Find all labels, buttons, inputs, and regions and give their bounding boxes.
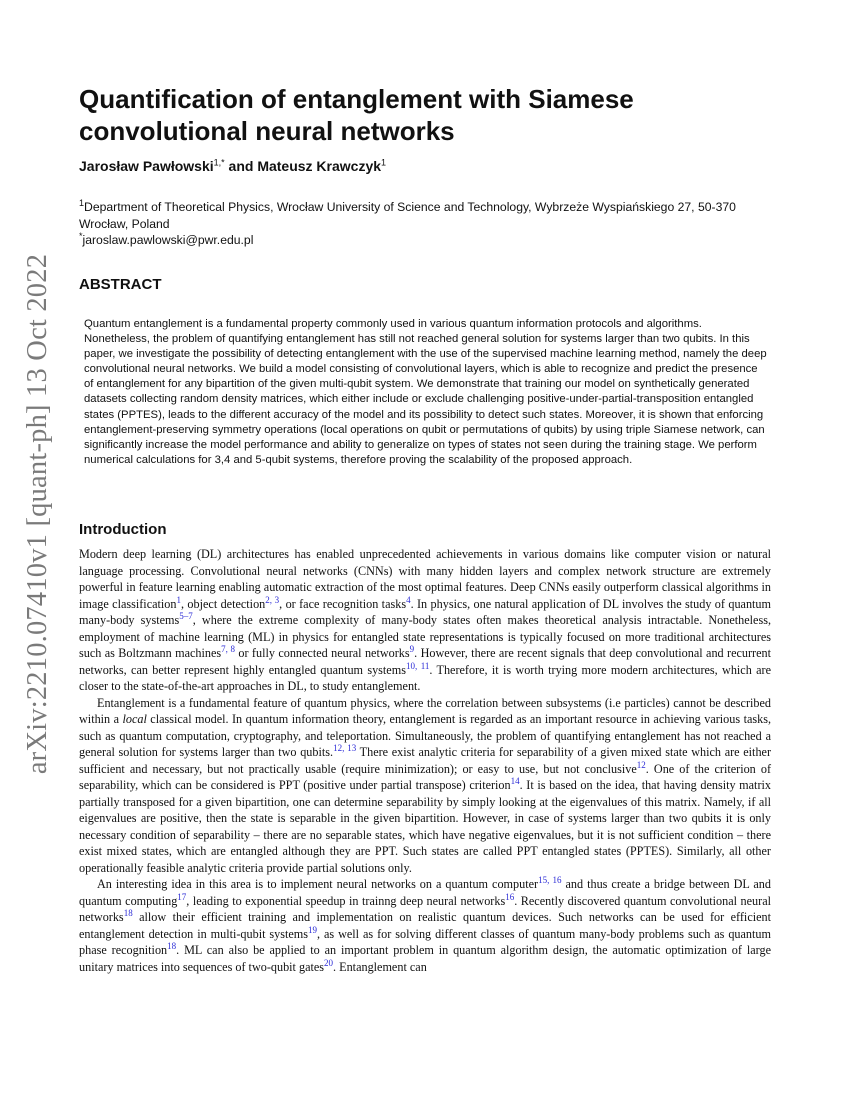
abstract-heading: ABSTRACT <box>79 276 162 293</box>
citation-reference[interactable]: 10, 11 <box>405 660 430 671</box>
introduction-heading: Introduction <box>79 521 167 538</box>
abstract-text: Quantum entanglement is a fundamental property commonly used in various quantum information protocols and algorithms. Nonetheless, the problem of quantifying entanglement has still not reached general solution for systems larger than two qubits. In this paper, we investigate the possibility of detecting entanglement with the use of the supervised machine learning method, namely the deep convolutional neural networks. We build a model consisting of convolutional layers, which is able to recognize and predict the presence of entanglement for any bipartition of the given multi-qubit system. We demonstrate that training our model on synthetically generated datasets collecting random density matrices, which either include or exclude challenging positive-under-partial-transposition entangled states (PPTES), leads to the different accuracy of the model and its possibility to detect such states. Moreover, it is shown that enforcing entanglement-preserving symmetry operations (local operations on qubit or permutations of qubits) by using triple Siamese network, can significantly increase the model performance and ability to generalize on types of states not seen during the training stage. We perform numerical calculations for 3,4 and 5-qubit systems, therefore proving the scalability of the proposed approach. <box>84 318 767 466</box>
citation-reference[interactable]: 1 <box>176 594 181 605</box>
affiliation-block <box>79 199 779 249</box>
citation-reference[interactable]: 5–7 <box>179 610 193 621</box>
citation-reference[interactable]: 4 <box>406 594 411 605</box>
citation-reference[interactable]: 18 <box>167 940 177 951</box>
body-text-run: , object detection <box>180 596 266 611</box>
body-text-run: . Entanglement can <box>333 959 427 974</box>
citation-reference[interactable]: 17 <box>177 891 187 902</box>
introduction-paragraph <box>79 876 771 975</box>
author-list <box>79 158 386 174</box>
introduction-body <box>79 546 771 975</box>
citation-reference[interactable]: 7, 8 <box>221 643 235 654</box>
affiliation-text: Department of Theoretical Physics, Wrocław University of Science and Technology, Wybrzeże Wyspiańskiego 27, 50-370 Wrocław, Poland <box>79 200 736 231</box>
body-text-run: . However, there are recent signals that deep convolutional and recurrent networks, can better represent highly entangled quantum systems <box>79 646 772 677</box>
author-connector: and <box>224 158 258 174</box>
body-text-run: and thus create a bridge between DL and quantum computing <box>79 877 771 908</box>
author-name: Jarosław Pawłowski <box>79 158 214 174</box>
body-text-run: Modern deep learning (DL) architectures has enabled unprecedented achievements in various domains like computer vision or natural language processing. Convolutional neural networks (CNNs) with many hidden layers and complex network structure are extremely powerful in feature learning enabling automatic extraction of the most optimal features. Deep CNNs easily outperform classical algorithms in image classification <box>79 547 771 611</box>
body-text-run: . One of the criterion of separability, which can be considered is PPT (positive under partial transpose) criterion <box>79 761 772 792</box>
body-text-run: allow their efficient training and implementation on realistic quantum devices. Such networks can be used for efficient entanglement detection in multi-qubit systems <box>79 910 771 941</box>
email-marker: * <box>79 230 83 241</box>
body-text-run: classical model. In quantum information theory, entanglement is regarded as an important resource in achieving various tasks, such as quantum computation, cryptography, and teleportation. Simultaneously, the problem of quantifying entanglement has not reached a general solution for systems larger than two qubits. <box>79 712 771 759</box>
body-text-run: , leading to exponential speedup in trainng deep neural networks <box>186 893 506 908</box>
italic-text: local <box>122 712 147 726</box>
citation-reference[interactable]: 14 <box>510 775 520 786</box>
introduction-paragraph <box>79 546 771 695</box>
citation-reference[interactable]: 12 <box>636 759 646 770</box>
affiliation-marker: 1 <box>79 197 85 208</box>
author-affiliation-marker: 1 <box>381 157 387 168</box>
arxiv-identifier-stamp <box>18 253 58 775</box>
arxiv-identifier-text: arXiv:2210.07410v1 [quant-ph] 13 Oct 2022 <box>22 253 54 775</box>
paper-title: Quantification of entanglement with Siamese convolutional neural networks <box>79 84 634 146</box>
citation-reference[interactable]: 12, 13 <box>333 742 357 753</box>
citation-reference[interactable]: 2, 3 <box>265 594 280 605</box>
body-text-run: , or face recognition tasks <box>279 596 407 611</box>
body-text-run: . It is based on the idea, that having density matrix partially transposed for a given bipartition, one can determine separability by simply looking at the eigenvalues of this matrix. Namely, if all eigenvalues are positive, then the state is separable in the given bipartition. However, in case of systems larger than two qubits it is only necessary condition of separability – there are no separable states, which have negative eigenvalues, but it is not sufficient condition – there exist mixed states, which are entangled although they are PPT. Such states are called PPT entangled states (PPTES). Similarly, all other operationally feasible analytic criteria provide partial solutions only. <box>79 778 771 875</box>
author-affiliation-marker: 1,* <box>213 157 225 168</box>
corresponding-email: jaroslaw.pawlowski@pwr.edu.pl <box>82 233 254 247</box>
body-text-run: , where the extreme complexity of many-body states often makes theoretical analysis intractable. Nonetheless, employment of machine learning (ML) in physics for entangled state representations is typically focused on more traditional architectures such as Boltzmann machines <box>79 613 771 660</box>
citation-reference[interactable]: 19 <box>308 924 317 935</box>
citation-reference[interactable]: 16 <box>505 891 515 902</box>
body-text-run: There exist analytic criteria for separability of a given mixed state which are either sufficient and necessary, but not practically usable (require minimization); or easy to use, but not conclusive <box>79 745 772 776</box>
citation-reference[interactable]: 15, 16 <box>538 874 562 885</box>
citation-reference[interactable]: 9 <box>409 643 415 654</box>
introduction-paragraph <box>79 695 771 877</box>
body-text-run: , as well as for solving different classes of quantum many-body problems such as quantum phase recognition <box>79 926 771 957</box>
body-text-run: Entanglement is a fundamental feature of quantum physics, where the correlation between subsystems (i.e particles) cannot be described within a <box>79 695 771 726</box>
author-name: Mateusz Krawczyk <box>257 158 382 174</box>
affiliation-line <box>79 199 779 232</box>
body-text-run: . Therefore, it is worth trying more modern architectures, which are closer to the state-of-the-art approaches in DL, to study entanglement. <box>79 662 771 693</box>
citation-reference[interactable]: 18 <box>123 907 133 918</box>
body-text-run: An interesting idea in this area is to implement neural networks on a quantum computer <box>97 877 539 891</box>
body-text-run: . ML can also be applied to an important problem in quantum algorithm design, the automatic optimization of large unitary matrices into sequences of two-qubit gates <box>79 943 771 974</box>
body-text-run: . In physics, one natural application of DL involves the study of quantum many-body systems <box>79 596 771 627</box>
body-text-run: or fully connected neural networks <box>235 646 410 660</box>
email-line <box>79 232 779 249</box>
body-text-run: . Recently discovered quantum convolutional neural networks <box>79 893 771 924</box>
citation-reference[interactable]: 20 <box>324 957 334 968</box>
